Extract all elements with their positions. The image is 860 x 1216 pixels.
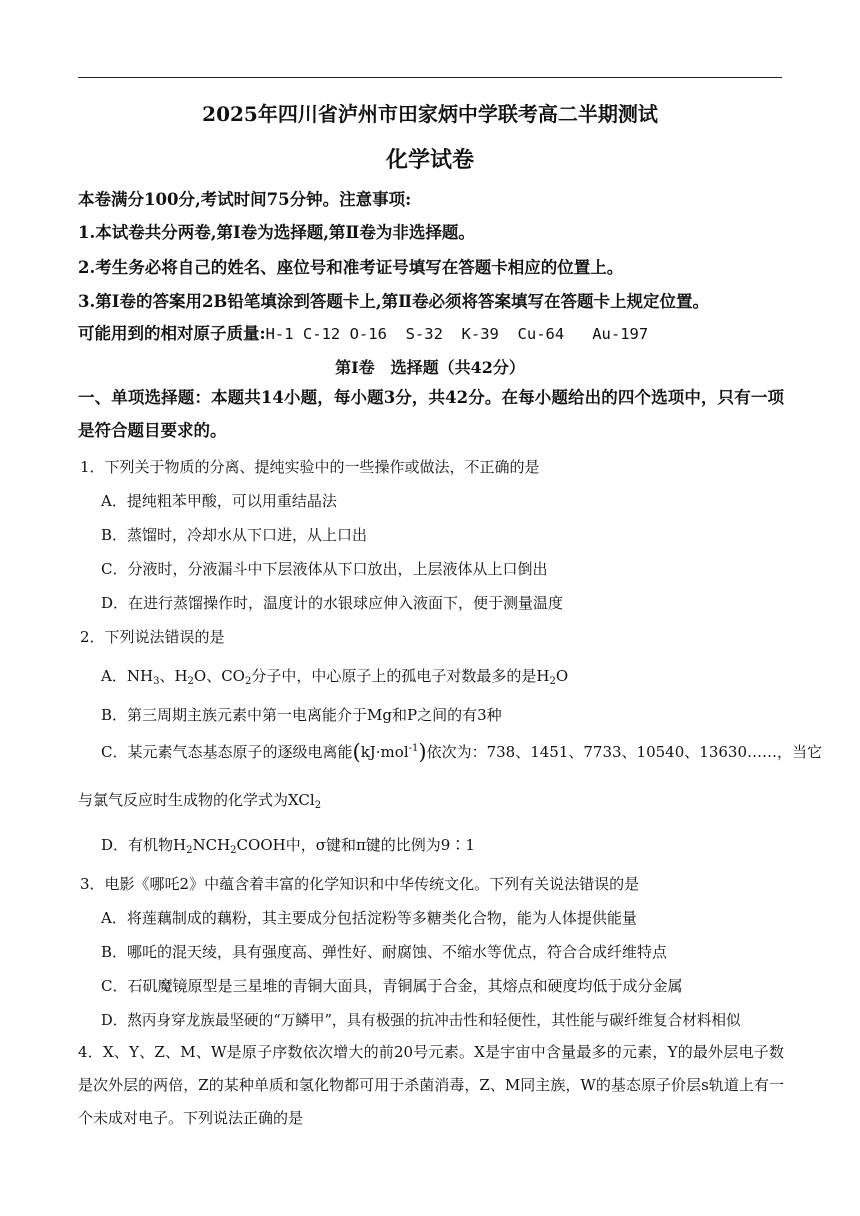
q1-option-c: C．分液时，分液漏斗中下层液体从下口放出，上层液体从上口倒出 — [101, 560, 548, 578]
instructions-intro: 本卷满分100分,考试时间75分钟。注意事项: — [78, 190, 412, 209]
q3-option-c: C．石矶魔镜原型是三星堆的青铜大面具，青铜属于合金，其熔点和硬度均低于成分金属 — [101, 977, 683, 995]
q1-option-d: D．在进行蒸馏操作时，温度计的水银球应伸入液面下，便于测量温度 — [101, 594, 564, 612]
q1-option-b: B．蒸馏时，冷却水从下口进，从上口出 — [101, 526, 368, 544]
exam-title: 2025年四川省泸州市田家炳中学联考高二半期测试 — [202, 102, 658, 126]
header-rule — [78, 77, 782, 78]
instruction-item-2: 2.考生务必将自己的姓名、座位号和准考证号填写在答题卡相应的位置上。 — [78, 258, 624, 277]
atomic-mass-values: H-1 C-12 O-16 S-32 K-39 Cu-64 Au-197 — [265, 325, 649, 343]
q2-stem: 2．下列说法错误的是 — [80, 628, 225, 646]
q2-option-c-continued: 与氯气反应时生成物的化学式为XCl$_2$ — [78, 791, 322, 811]
q3-option-b: B．哪吒的混天绫，具有强度高、弹性好、耐腐蚀、不缩水等优点，符合合成纤维特点 — [101, 943, 668, 961]
q3-stem: 3．电影《哪吒2》中蕴含着丰富的化学知识和中华传统文化。下列有关说法错误的是 — [80, 875, 640, 893]
q3-option-d: D．熬丙身穿龙族最坚硬的“万鳞甲”，具有极强的抗冲击性和轻便性，其性能与碳纤维复合材料相似 — [101, 1012, 741, 1029]
section-title: 第Ⅰ卷 选择题（共42分） — [335, 358, 525, 377]
q3-option-a: A．将莲藕制成的藕粉，其主要成分包括淀粉等多糖类化合物，能为人体提供能量 — [101, 909, 637, 927]
instruction-item-3: 3.第Ⅰ卷的答案用2B铅笔填涂到答题卡上,第Ⅱ卷必须将答案填写在答题卡上规定位置。 — [78, 292, 710, 311]
q2-option-c: C．某元素气态基态原子的逐级电离能(kJ·mol$^{-1}$)依次为：738、1451、7733、10540、13630……，当它 — [101, 740, 822, 764]
exam-subtitle: 化学试卷 — [385, 147, 474, 173]
q4-stem: 4．X、Y、Z、M、W是原子序数依次增大的前20号元素。X是宇宙中含量最多的元素，Y的最外层电子数是次外层的两倍，Z的某种单质和氢化物都可用于杀菌消毒，Z、M同主族，W的基态原子价层s轨道上有一个未成对电子。下列说法正确的是 — [78, 1043, 784, 1127]
q2-option-b: B．第三周期主族元素中第一电离能介于Mg和P之间的有3种 — [101, 706, 502, 724]
atomic-mass-label: 可能用到的相对原子质量: — [78, 324, 266, 343]
section-instruction: 一、单项选择题：本题共14小题，每小题3分，共42分。在每小题给出的四个选项中，只有一项是符合题目要求的。 — [78, 388, 784, 440]
instruction-item-1: 1.本试卷共分两卷,第Ⅰ卷为选择题,第Ⅱ卷为非选择题。 — [78, 223, 475, 242]
q1-option-a: A．提纯粗苯甲酸，可以用重结晶法 — [101, 492, 337, 510]
q2-option-d: D．有机物$H_2NCH_2COOH$中，σ键和π键的比例为9∶1 — [101, 836, 475, 856]
q2-option-a: A．$NH_3$、$H_2O$、$CO_2$分子中，中心原子上的孤电子对数最多的是$H_2O$ — [101, 667, 569, 687]
atomic-mass-line — [78, 320, 648, 344]
q1-stem: 1．下列关于物质的分离、提纯实验中的一些操作或做法，不正确的是 — [80, 458, 540, 476]
